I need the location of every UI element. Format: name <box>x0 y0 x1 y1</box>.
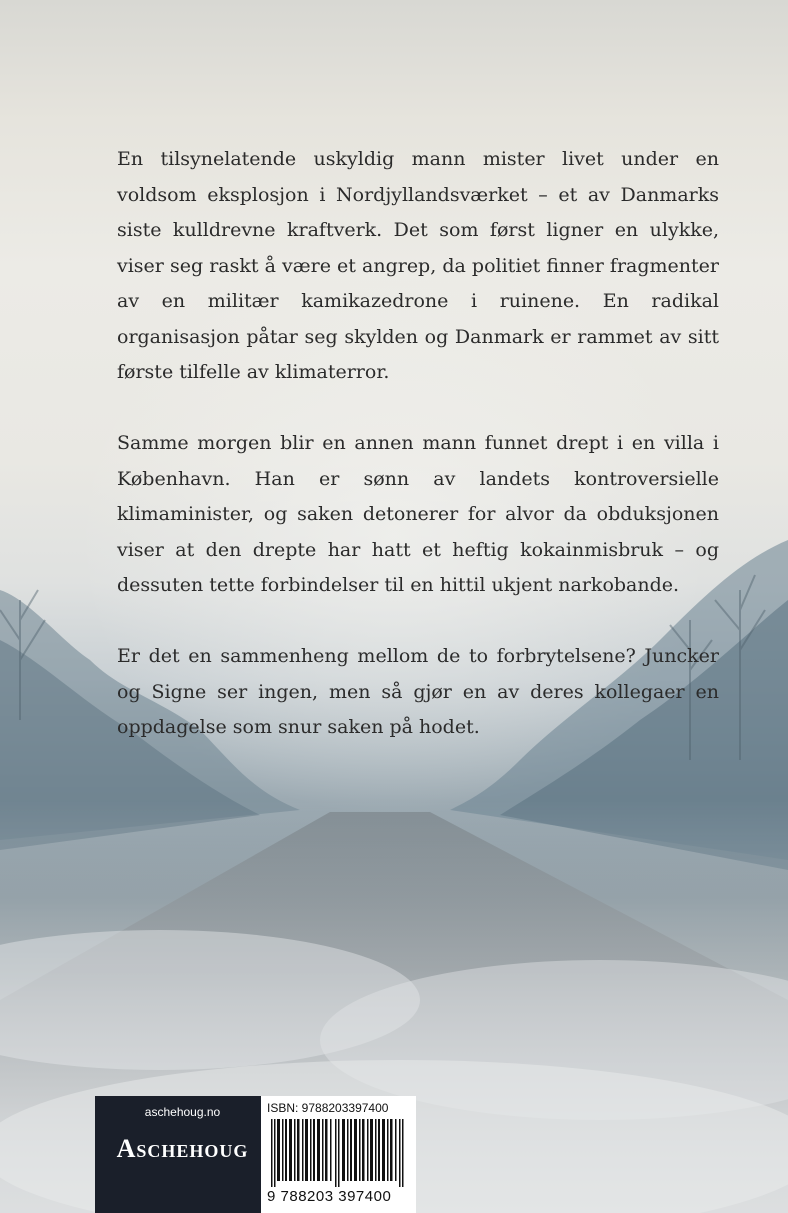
publisher-logo-initial: A <box>116 1134 137 1163</box>
isbn-label: ISBN: 9788203397400 <box>267 1101 389 1115</box>
barcode-icon <box>269 1119 409 1187</box>
publisher-logo <box>95 1134 270 1164</box>
blurb-text <box>117 142 719 781</box>
blurb-paragraph: Samme morgen blir en annen mann funnet drept i en villa i København. Han er sønn av landets kontroversielle klimaminister, og saken detonerer for alvor da obduksjonen viser at den drepte har hatt et heftig kokainmisbruk – og dessuten tette forbindelser til en hittil ukjent narkobande. <box>117 432 719 596</box>
publisher-logo-rest: SCHEHOUG <box>136 1141 249 1161</box>
barcode-digits: 9 788203 397400 <box>267 1188 392 1205</box>
blurb-paragraph: En tilsynelatende uskyldig mann mister livet under en voldsom eksplosjon i Nordjyllandsværket – et av Danmarks siste kulldrevne kraftverk. Det som først ligner en ulykke, viser seg raskt å være et angrep, da politiet finner fragmenter av en militær kamikazedrone i ruinene. En radikal organisasjon påtar seg skylden og Danmark er rammet av sitt første tilfelle av klimaterror. <box>117 148 719 383</box>
isbn-barcode <box>261 1096 416 1213</box>
publisher-website[interactable]: aschehoug.no <box>144 1105 221 1119</box>
publisher-panel <box>95 1096 270 1213</box>
blurb-paragraph: Er det en sammenheng mellom de to forbrytelsene? Juncker og Signe ser ingen, men så gjør en av deres kollegaer en oppdagelse som snur saken på hodet. <box>117 645 719 738</box>
